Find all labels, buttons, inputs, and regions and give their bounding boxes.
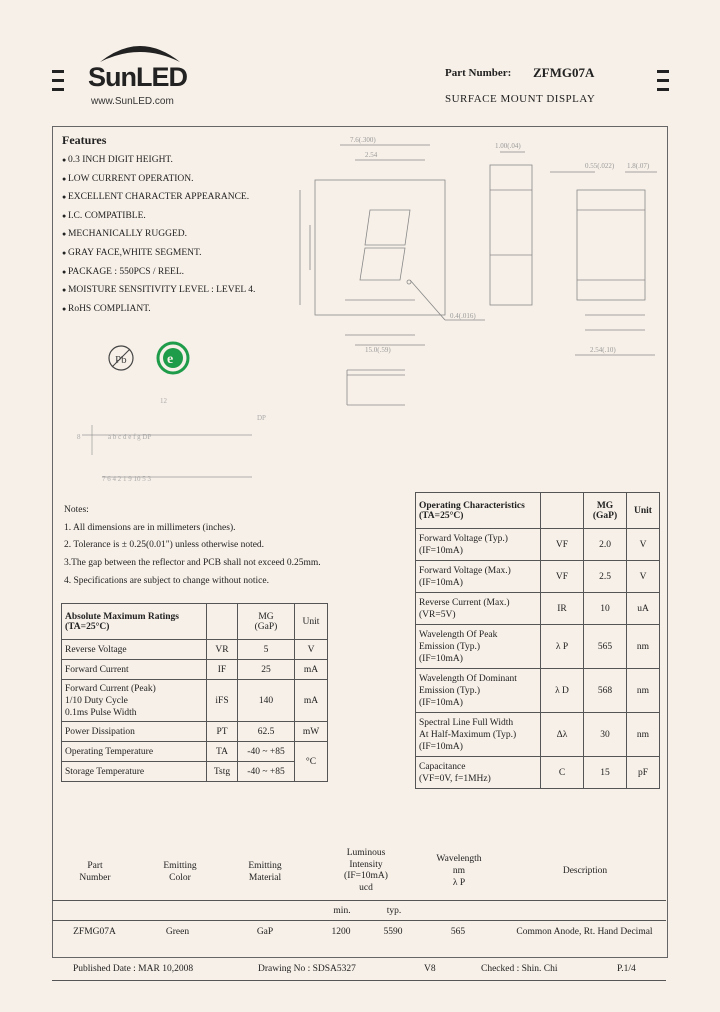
parts-row-desc: Common Anode, Rt. Hand Decimal — [516, 927, 653, 937]
table-row: Forward Current (Peak) 1/10 Duty Cycle 0.1ms Pulse Width iFS 140 mA — [62, 680, 328, 722]
part-number-value: ZFMG07A — [533, 65, 595, 80]
list-item: 2. Tolerance is ± 0.25(0.01") unless otherwise noted. — [64, 540, 265, 551]
right-bars-icon — [657, 70, 669, 97]
part-number-label: Part Number: — [445, 67, 512, 79]
op-char-col-mg: MG (GaP) — [584, 493, 627, 529]
table-row: Reverse Voltage VR 5 V — [62, 640, 328, 660]
list-item: 1. All dimensions are in millimeters (inches). — [64, 522, 236, 533]
svg-text:15.0(.59): 15.0(.59) — [365, 346, 391, 354]
parts-row-min: 1200 — [331, 927, 351, 937]
footer-page: P.1/4 — [617, 964, 636, 974]
notes-title: Notes: — [64, 505, 89, 515]
abs-max-header — [62, 604, 207, 640]
footer-version: V8 — [424, 964, 436, 974]
list-item: ● LOW CURRENT OPERATION. — [62, 170, 255, 189]
parts-header-lum: Luminous Intensity (IF=10mA) ucd — [344, 848, 388, 893]
package-drawing — [285, 130, 665, 500]
parts-row-typ: 5590 — [383, 927, 403, 937]
list-item: ● I.C. COMPATIBLE. — [62, 207, 255, 226]
divider — [52, 920, 666, 921]
parts-header-part: Part Number — [79, 861, 111, 883]
table-row: Spectral Line Full Width At Half-Maximum (Typ.) (IF=10mA) Δλ 30 nm — [416, 713, 660, 757]
abs-max-col-mg: MG (GaP) — [238, 604, 295, 640]
svg-text:2.54(.10): 2.54(.10) — [590, 346, 616, 354]
list-item: ● EXCELLENT CHARACTER APPEARANCE. — [62, 188, 255, 207]
parts-header-color: Emitting Color — [163, 861, 197, 883]
pb-free-icon — [106, 343, 136, 373]
op-char-col-unit: Unit — [627, 493, 660, 529]
svg-text:1.8(.07): 1.8(.07) — [627, 162, 650, 170]
features-list — [62, 151, 255, 318]
op-char-table — [415, 492, 660, 789]
features-title: Features — [62, 133, 107, 147]
table-row: Forward Voltage (Max.) (IF=10mA) VF 2.5 V — [416, 561, 660, 593]
svg-text:8: 8 — [77, 433, 81, 441]
logo: SunLED — [88, 62, 187, 92]
abs-max-title: Absolute Maximum Ratings — [65, 611, 180, 622]
logo-arc-icon — [95, 36, 185, 64]
op-char-header — [416, 493, 541, 529]
footer-drawing: Drawing No : SDSA5327 — [258, 964, 356, 974]
list-item: ● MECHANICALLY RUGGED. — [62, 225, 255, 244]
pin-schematic — [72, 395, 272, 490]
table-row: Forward Current IF 25 mA — [62, 660, 328, 680]
abs-max-col-unit: Unit — [295, 604, 328, 640]
svg-text:Pb: Pb — [115, 354, 127, 366]
abs-max-table — [61, 603, 328, 782]
list-item: ● PACKAGE : 550PCS / REEL. — [62, 263, 255, 282]
svg-text:a b c d e f g DP: a b c d e f g DP — [108, 433, 152, 441]
parts-row-color: Green — [165, 927, 190, 937]
table-row: Capacitance (VF=0V, f=1MHz) C 15 pF — [416, 757, 660, 789]
list-item: 3.The gap between the reflector and PCB shall not exceed 0.25mm. — [64, 558, 321, 569]
op-char-title: Operating Characteristics — [419, 500, 525, 511]
svg-text:1.00(.04): 1.00(.04) — [495, 142, 521, 150]
list-item: ● GRAY FACE,WHITE SEGMENT. — [62, 244, 255, 263]
parts-header-desc: Description — [562, 866, 608, 876]
parts-header-material: Emitting Material — [248, 861, 282, 883]
op-char-cond: (TA=25°C) — [419, 510, 464, 521]
svg-text:7 6 4 2 1 9 10 5: 7 6 4 2 1 9 10 5 3 — [102, 475, 151, 483]
table-row: Forward Voltage (Typ.) (IF=10mA) VF 2.0 V — [416, 529, 660, 561]
parts-header-min: min. — [333, 906, 351, 916]
table-row: Wavelength Of Dominant Emission (Typ.) (IF=10mA) λ D 568 nm — [416, 669, 660, 713]
list-item: ● 0.3 INCH DIGIT HEIGHT. — [62, 151, 255, 170]
parts-header-typ: typ. — [386, 906, 402, 916]
svg-text:0.4(.016): 0.4(.016) — [450, 312, 476, 320]
svg-text:2.54: 2.54 — [365, 151, 378, 159]
divider — [52, 900, 666, 901]
svg-text:12: 12 — [160, 397, 167, 405]
logo-url: www.SunLED.com — [91, 96, 174, 107]
svg-text:7.6(.300): 7.6(.300) — [350, 136, 376, 144]
left-bars-icon — [52, 70, 64, 97]
table-row: Operating Temperature TA -40 ~ +85 °C — [62, 742, 328, 762]
table-row: Power Dissipation PT 62.5 mW — [62, 722, 328, 742]
parts-row-material: GaP — [256, 927, 274, 937]
list-item: ● RoHS COMPLIANT. — [62, 300, 255, 319]
list-item: ● MOISTURE SENSITIVITY LEVEL : LEVEL 4. — [62, 281, 255, 300]
table-row: Wavelength Of Peak Emission (Typ.) (IF=10mA) λ P 565 nm — [416, 625, 660, 669]
abs-max-cond: (TA=25°C) — [65, 621, 110, 632]
table-row: Storage Temperature Tstg -40 ~ +85 — [62, 762, 328, 782]
footer-published: Published Date : MAR 10,2008 — [73, 964, 194, 974]
footer-checked: Checked : Shin. Chi — [481, 964, 558, 974]
parts-header-wave: Wavelength nm λ P — [436, 854, 482, 888]
subtitle: SURFACE MOUNT DISPLAY — [445, 93, 596, 105]
eco-icon — [155, 340, 191, 376]
table-row: Reverse Current (Max.) (VR=5V) IR 10 uA — [416, 593, 660, 625]
svg-text:e: e — [167, 352, 174, 367]
divider — [52, 980, 666, 981]
svg-text:0.55(.022): 0.55(.022) — [585, 162, 615, 170]
parts-row-wave: 565 — [450, 927, 466, 937]
parts-row-part: ZFMG07A — [73, 927, 116, 937]
svg-text:DP: DP — [257, 414, 266, 422]
notes — [64, 502, 321, 591]
list-item: 4. Specifications are subject to change without notice. — [64, 575, 269, 586]
